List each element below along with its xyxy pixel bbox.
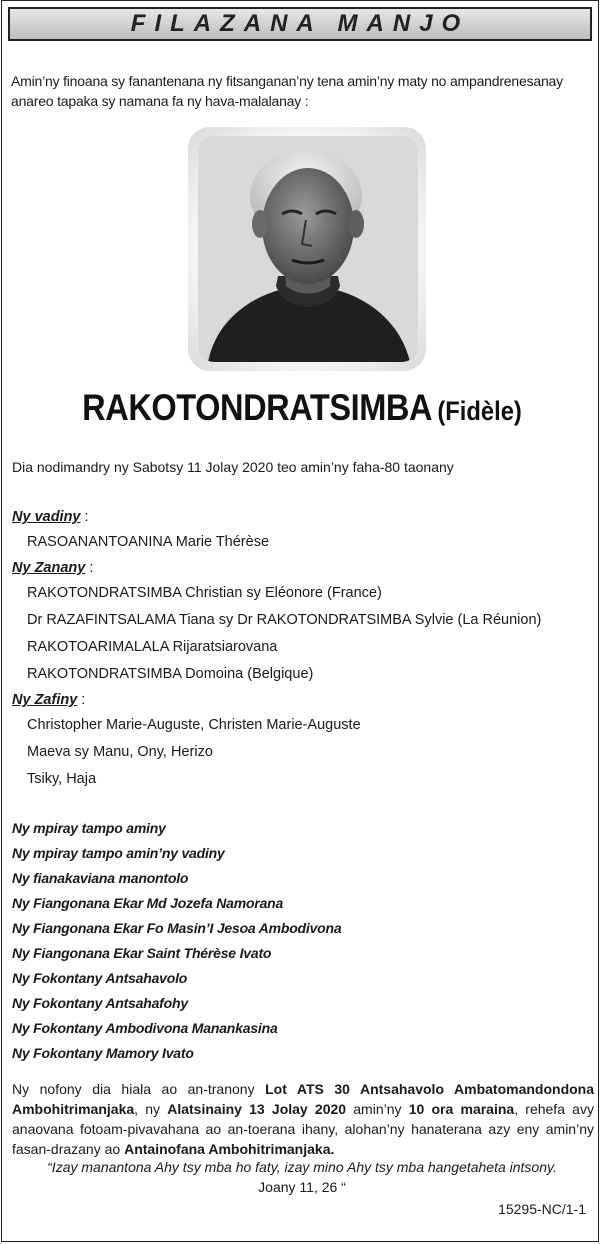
child-member: RAKOTOARIMALALA Rijaratsiarovana — [27, 639, 278, 655]
scripture-quote: “Izay manantona Ahy tsy mba ho faty, izay mino Ahy tsy mba hangetaheta intsony. — [47, 1159, 557, 1175]
organization-item: Ny Fokontany Antsahafohy — [12, 995, 188, 1011]
burial-place: Antainofana Ambohitrimanjaka. — [124, 1141, 335, 1157]
spouse-member: RASOANANTOANINA Marie Thérèse — [27, 534, 270, 550]
family-section — [12, 505, 592, 793]
organization-item: Ny Fiangonana Ekar Md Jozefa Namorana — [12, 895, 284, 911]
obituary-notice — [1, 0, 599, 1242]
organization-item: Ny Fiangonana Ekar Saint Thérèse Ivato — [12, 945, 272, 961]
funeral-text: amin’ny — [346, 1101, 409, 1117]
deceased-surname: RAKOTONDRATSIMBA — [82, 387, 433, 428]
funeral-address: Lot ATS 30 Antsahavolo Ambatomandondona Ambohitrimanjaka — [12, 1081, 595, 1117]
notice-header — [8, 7, 592, 41]
death-notice: Dia nodimandry ny Sabotsy 11 Jolay 2020 teo amin’ny faha-80 taonany — [12, 459, 454, 475]
deceased-given-name: (Fidèle) — [437, 396, 522, 426]
children-heading-row — [12, 556, 592, 580]
funeral-text: Ny nofony dia hiala ao an-tranony — [12, 1081, 266, 1097]
heading-colon: : — [84, 509, 89, 525]
funeral-text: , rehefa avy anaovana fotoam-pivavahana ao an-toerana ihany, alohan’ny hanaterana azy eny amin’ny fasan-drazany ao — [12, 1101, 594, 1157]
grandchild-member: Maeva sy Manu, Ony, Herizo — [27, 744, 213, 760]
deceased-name — [38, 387, 566, 429]
grandchildren-heading-row — [12, 688, 592, 712]
grandchildren-heading: Ny Zafiny — [12, 692, 78, 708]
child-member: RAKOTONDRATSIMBA Domoina (Belgique) — [27, 666, 314, 682]
child-member: Dr RAZAFINTSALAMA Tiana sy Dr RAKOTONDRATSIMBA Sylvie (La Réunion) — [27, 612, 542, 628]
spouse-heading: Ny vadiny — [12, 509, 81, 525]
notice-title: FILAZANA MANJO — [130, 10, 470, 37]
reference-code: 15295-NC/1-1 — [498, 1201, 586, 1217]
children-heading: Ny Zanany — [12, 560, 86, 576]
grandchild-member: Tsiky, Haja — [27, 771, 97, 787]
funeral-details — [12, 1079, 594, 1159]
intro-text: Amin’ny finoana sy fanantenana ny fitsanganan’ny tena amin’ny maty no ampandrenesanay anareo tapaka sy namana fa ny hava-malalanay : — [11, 73, 563, 109]
grandchild-member: Christopher Marie-Auguste, Christen Marie-Auguste — [27, 717, 361, 733]
scripture-verse: Joany 11, 26 “ — [258, 1179, 346, 1195]
heading-colon: : — [81, 692, 86, 708]
child-member: RAKOTONDRATSIMBA Christian sy Eléonore (France) — [27, 585, 382, 601]
funeral-text: , ny — [134, 1101, 168, 1117]
funeral-date: Alatsinainy 13 Jolay 2020 — [167, 1101, 347, 1117]
organization-item: Ny fianakaviana manontolo — [12, 870, 189, 886]
portrait-photo — [198, 136, 418, 362]
funeral-time: 10 ora maraina — [408, 1101, 515, 1117]
organization-item: Ny Fokontany Antsahavolo — [12, 970, 188, 986]
organizations-list — [12, 816, 592, 1066]
portrait-image — [198, 136, 418, 362]
organization-item: Ny mpiray tampo amin’ny vadiny — [12, 845, 225, 861]
organization-item: Ny mpiray tampo aminy — [12, 820, 166, 836]
organization-item: Ny Fokontany Ambodivona Manankasina — [12, 1020, 278, 1036]
organization-item: Ny Fiangonana Ekar Fo Masin’I Jesoa Ambodivona — [12, 920, 342, 936]
spouse-heading-row — [12, 505, 592, 529]
heading-colon: : — [89, 560, 94, 576]
organization-item: Ny Fokontany Mamory Ivato — [12, 1045, 194, 1061]
